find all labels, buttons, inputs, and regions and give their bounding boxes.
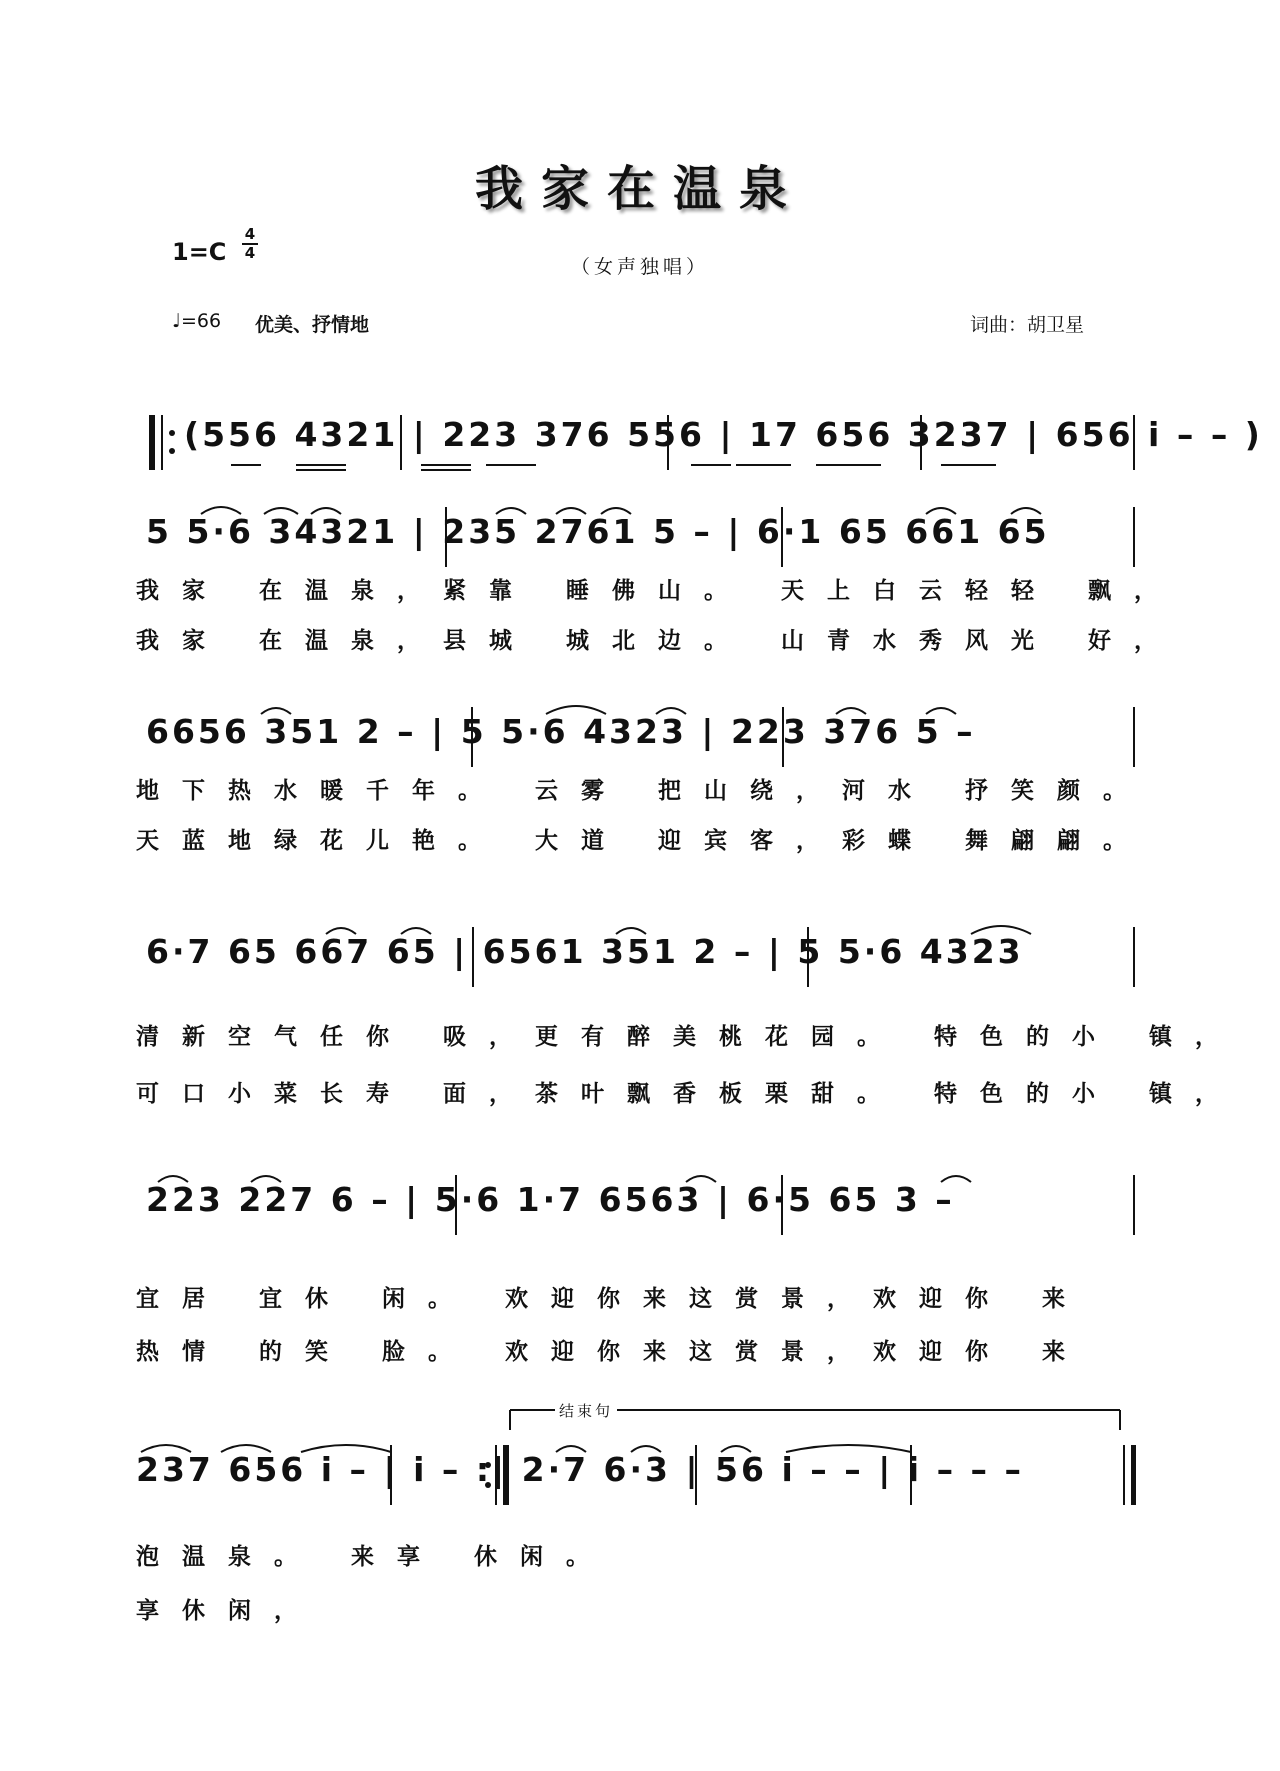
lyric-row-4-verse-1: 宜居 宜休 闲。 欢迎你来这赏景，欢迎你 来	[136, 1286, 1089, 1312]
lyric-row-5-verse-1: 泡温泉。 来享 休闲。	[136, 1544, 613, 1570]
row-1-notes: (556 4321 | 223 376 556 | 17 656 3237 | 656 i – – )	[184, 415, 1263, 454]
lyric-row-2-verse-1: 地下热水暖千年。 云雾 把山绕，河水 抒笑颜。	[136, 778, 1150, 804]
time-signature-bottom: 4	[244, 244, 256, 262]
lyric-row-4-verse-2: 热情 的笑 脸。 欢迎你来这赏景，欢迎你 来	[136, 1339, 1089, 1365]
lyric-row-3-verse-1: 清新空气任你 吸，更有醉美桃花园。 特色的小 镇，	[136, 1024, 1242, 1050]
key-signature: 1=C	[172, 238, 227, 266]
tempo-marking: ♩=66	[172, 310, 222, 332]
row-2-notes: 5 5·6 34321 | 235 2761 5 – | 6·1 65 661 65	[146, 512, 1050, 551]
score-row-6	[136, 1430, 1136, 1540]
row-3-notes: 6656 351 2 – | 5 5·6 4323 | 223 376 5 –	[146, 712, 976, 751]
lyric-row-3-verse-2: 可口小菜长寿 面，茶叶飘香板栗甜。 特色的小 镇，	[136, 1081, 1242, 1107]
row-5-notes: 223 227 6 – | 5·6 1·7 6563 | 6·5 65 3 –	[146, 1180, 955, 1219]
lyric-row-5-verse-2: 享休闲，	[136, 1598, 320, 1624]
lyric-row-2-verse-2: 天蓝地绿花儿艳。 大道 迎宾客，彩蝶 舞翩翩。	[136, 828, 1150, 854]
expression-marking: 优美、抒情地	[255, 314, 370, 336]
row-4-notes: 6·7 65 667 65 | 6561 351 2 – | 5 5·6 4323	[146, 932, 1024, 971]
song-title: 我家在温泉	[474, 161, 805, 217]
lyric-row-1-verse-1: 我家 在温泉，紧靠 睡佛山。 天上白云轻轻 飘，	[136, 578, 1181, 604]
performance-note: （女声独唱）	[570, 256, 709, 278]
score-row-4	[136, 912, 1136, 1022]
score-row-5	[136, 1160, 1136, 1270]
lyric-row-1-verse-2: 我家 在温泉，县城 城北边。 山青水秀风光 好，	[136, 628, 1181, 654]
score-row-1	[136, 395, 1263, 505]
row-6-notes: 237 656 i – | i – :| 2·7 6·3 | 56 i – – | i – – –	[136, 1450, 1025, 1489]
time-signature-top: 4	[244, 225, 256, 243]
ending-label: 结束句	[555, 1400, 617, 1421]
composer-credit: 词曲：胡卫星	[970, 314, 1085, 336]
